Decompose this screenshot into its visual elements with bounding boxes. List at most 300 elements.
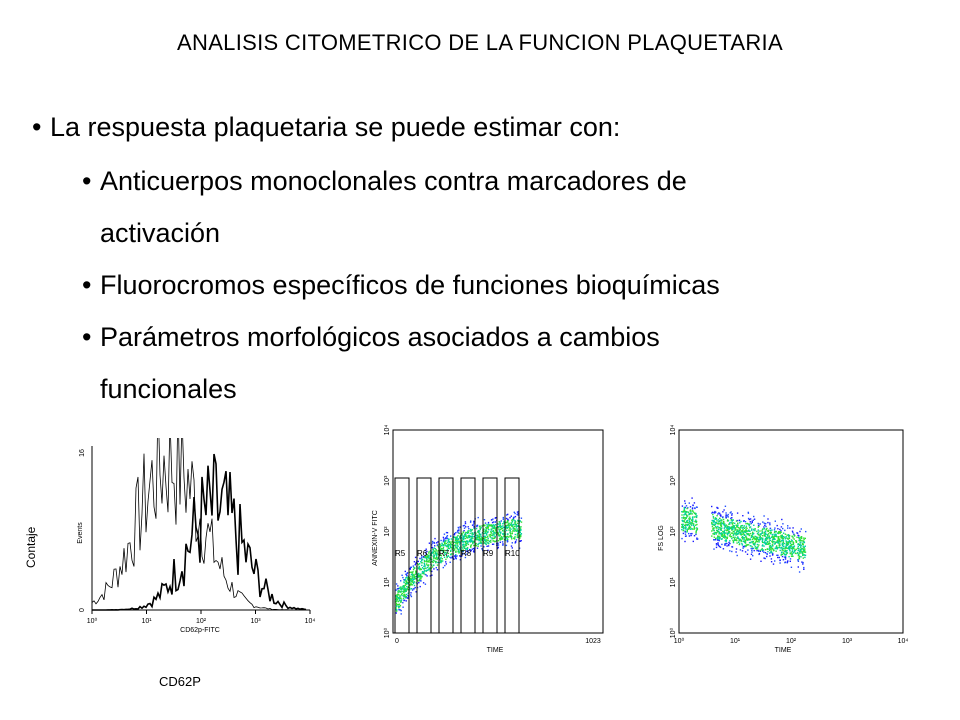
- annexin-point: [435, 561, 436, 562]
- fslog-point: [729, 527, 730, 528]
- fslog-point: [781, 519, 782, 520]
- fslog-point: [804, 557, 805, 558]
- fslog-point: [803, 540, 804, 541]
- annexin-point: [427, 567, 428, 568]
- annexin-point: [434, 545, 435, 546]
- annexin-point: [508, 524, 509, 525]
- fslog-point: [773, 534, 774, 535]
- annexin-point: [445, 537, 446, 538]
- fslog-point: [792, 537, 793, 538]
- fslog-point: [752, 546, 753, 547]
- fslog-point: [789, 527, 790, 528]
- fslog-point: [716, 522, 717, 523]
- fslog-point: [797, 559, 798, 560]
- annexin-point: [488, 545, 489, 546]
- annexin-point: [443, 540, 444, 541]
- fslog-point: [805, 546, 806, 547]
- fslog-point: [799, 531, 800, 532]
- annexin-point: [411, 567, 412, 568]
- fslog-point: [748, 518, 749, 519]
- fslog-point: [745, 523, 746, 524]
- fslog-point: [734, 527, 735, 528]
- annexin-point: [506, 527, 507, 528]
- annexin-point: [410, 576, 411, 577]
- fslog-point: [740, 533, 741, 534]
- fslog-point: [736, 537, 737, 538]
- fslog-point: [779, 560, 780, 561]
- annexin-point: [399, 596, 400, 597]
- annexin-point: [396, 607, 397, 608]
- annexin-point: [401, 589, 402, 590]
- annexin-point: [427, 565, 428, 566]
- annexin-point: [481, 525, 482, 526]
- fslog-point: [741, 525, 742, 526]
- fslog-point: [770, 540, 771, 541]
- fslog-point: [713, 524, 714, 525]
- annexin-point: [479, 528, 480, 529]
- fslog-point: [752, 534, 753, 535]
- fslog-point: [686, 508, 687, 509]
- annexin-point: [502, 543, 503, 544]
- fslog-point: [690, 509, 691, 510]
- annexin-point: [413, 579, 414, 580]
- fslog-point: [804, 542, 805, 543]
- sub-bullet-1: [82, 166, 687, 197]
- annexin-region-label: R6: [417, 549, 428, 558]
- annexin-point: [492, 522, 493, 523]
- annexin-point: [498, 534, 499, 535]
- histogram-ybottom: 0: [79, 608, 86, 612]
- fslog-point: [785, 534, 786, 535]
- fslog-point: [714, 537, 715, 538]
- fslog-point: [685, 517, 686, 518]
- annexin-point: [423, 566, 424, 567]
- annexin-point: [461, 533, 462, 534]
- fslog-point: [792, 532, 793, 533]
- fslog-point: [791, 544, 792, 545]
- fslog-point: [742, 538, 743, 539]
- fslog-point: [716, 544, 717, 545]
- annexin-point: [413, 582, 414, 583]
- annexin-point: [448, 544, 449, 545]
- fslog-point: [785, 538, 786, 539]
- annexin-point: [406, 583, 407, 584]
- annexin-point: [521, 540, 522, 541]
- fslog-point: [720, 522, 721, 523]
- fslog-point: [763, 533, 764, 534]
- annexin-point: [492, 531, 493, 532]
- annexin-point: [454, 545, 455, 546]
- histogram-xlabel: CD62p-FITC: [180, 627, 220, 634]
- fslog-point: [769, 537, 770, 538]
- histogram-tick-label: 10⁴: [304, 618, 316, 625]
- fslog-point: [754, 530, 755, 531]
- annexin-point: [433, 560, 434, 561]
- annexin-point: [411, 584, 412, 585]
- annexin-point: [437, 564, 438, 565]
- fslog-point: [750, 518, 751, 519]
- annexin-point: [508, 529, 509, 530]
- fslog-point: [787, 543, 788, 544]
- annexin-point: [444, 542, 445, 543]
- bullet-dot: •: [32, 112, 42, 142]
- annexin-point: [475, 535, 476, 536]
- fslog-point: [692, 505, 693, 506]
- fslog-point: [792, 551, 793, 552]
- fslog-point: [782, 556, 783, 557]
- fslog-point: [734, 533, 735, 534]
- fslog-point: [744, 525, 745, 526]
- annexin-ytick-label: 10⁴: [384, 424, 391, 436]
- fslog-point: [730, 528, 731, 529]
- annexin-point: [428, 567, 429, 568]
- annexin-point: [506, 536, 507, 537]
- annexin-point: [487, 526, 488, 527]
- fslog-point: [750, 521, 751, 522]
- fslog-point: [782, 535, 783, 536]
- main-bullet: [32, 112, 620, 143]
- fslog-point: [685, 511, 686, 512]
- fslog-point: [694, 507, 695, 508]
- fslog-point: [792, 531, 793, 532]
- fslog-point: [735, 551, 736, 552]
- annexin-point: [512, 530, 513, 531]
- fslog-point: [758, 531, 759, 532]
- annexin-point: [418, 568, 419, 569]
- annexin-point: [402, 593, 403, 594]
- fslog-point: [737, 536, 738, 537]
- annexin-region-label: R10: [505, 549, 520, 558]
- annexin-point: [500, 529, 501, 530]
- annexin-point: [422, 573, 423, 574]
- annexin-point: [436, 542, 437, 543]
- fslog-point: [733, 541, 734, 542]
- annexin-point: [441, 543, 442, 544]
- annexin-point: [428, 564, 429, 565]
- fslog-point: [765, 552, 766, 553]
- fslog-point: [802, 562, 803, 563]
- annexin-point: [481, 543, 482, 544]
- fslog-point: [800, 547, 801, 548]
- annexin-point: [506, 545, 507, 546]
- fslog-point: [717, 523, 718, 524]
- fslog-point: [719, 523, 720, 524]
- annexin-point: [517, 511, 518, 512]
- annexin-point: [401, 599, 402, 600]
- fslog-point: [748, 538, 749, 539]
- slide-title: ANALISIS CITOMETRICO DE LA FUNCION PLAQUETARIA: [177, 30, 783, 55]
- fslog-point: [684, 521, 685, 522]
- fslog-point: [769, 552, 770, 553]
- fslog-point: [715, 518, 716, 519]
- fslog-point: [743, 539, 744, 540]
- fslog-point: [731, 546, 732, 547]
- annexin-point: [436, 557, 437, 558]
- fslog-point: [690, 529, 691, 530]
- annexin-point: [432, 547, 433, 548]
- annexin-point: [457, 544, 458, 545]
- fslog-point: [750, 545, 751, 546]
- fslog-point: [787, 525, 788, 526]
- annexin-point: [405, 591, 406, 592]
- annexin-point: [422, 571, 423, 572]
- fslog-point: [755, 546, 756, 547]
- fslog-point: [767, 551, 768, 552]
- fslog-point: [694, 527, 695, 528]
- fslog-point: [726, 527, 727, 528]
- annexin-point: [488, 529, 489, 530]
- annexin-point: [465, 532, 466, 533]
- fslog-point: [725, 529, 726, 530]
- fslog-point: [762, 535, 763, 536]
- annexin-point: [510, 530, 511, 531]
- sub-bullet-3: [82, 322, 660, 353]
- fslog-point: [681, 526, 682, 527]
- fslog-point: [797, 552, 798, 553]
- fslog-point: [805, 531, 806, 532]
- fslog-point: [759, 537, 760, 538]
- annexin-point: [494, 538, 495, 539]
- fslog-point: [774, 560, 775, 561]
- annexin-point: [446, 563, 447, 564]
- fslog-point: [776, 531, 777, 532]
- fslog-point: [765, 549, 766, 550]
- fslog-point: [763, 557, 764, 558]
- fslog-point: [764, 523, 765, 524]
- fslog-point: [784, 556, 785, 557]
- fslog-point: [686, 531, 687, 532]
- annexin-point: [486, 537, 487, 538]
- fslog-point: [768, 530, 769, 531]
- fslog-point: [775, 551, 776, 552]
- annexin-point: [419, 576, 420, 577]
- main-bullet-text: La respuesta plaquetaria se puede estimar con:: [50, 112, 621, 142]
- annexin-point: [456, 547, 457, 548]
- fslog-point: [727, 520, 728, 521]
- annexin-point: [502, 528, 503, 529]
- annexin-point: [424, 567, 425, 568]
- fslog-point: [751, 523, 752, 524]
- annexin-point: [495, 524, 496, 525]
- annexin-ytick-label: 10²: [384, 526, 391, 537]
- annexin-point: [478, 530, 479, 531]
- annexin-point: [423, 572, 424, 573]
- fslog-point: [780, 547, 781, 548]
- fslog-point: [681, 511, 682, 512]
- fslog-point: [773, 563, 774, 564]
- fslog-point: [769, 548, 770, 549]
- annexin-point: [427, 561, 428, 562]
- fslog-point: [799, 553, 800, 554]
- annexin-point: [511, 545, 512, 546]
- fslog-point: [695, 513, 696, 514]
- bullet-dot: •: [82, 166, 92, 196]
- annexin-point: [420, 577, 421, 578]
- fslog-point: [746, 533, 747, 534]
- fslog-point: [763, 515, 764, 516]
- fslog-point: [732, 529, 733, 530]
- fslog-point: [791, 567, 792, 568]
- annexin-point: [421, 576, 422, 577]
- annexin-point: [412, 574, 413, 575]
- annexin-point: [407, 578, 408, 579]
- annexin-point: [405, 581, 406, 582]
- fslog-point: [758, 525, 759, 526]
- annexin-point: [480, 538, 481, 539]
- annexin-point: [463, 532, 464, 533]
- fslog-point: [688, 533, 689, 534]
- fslog-point: [763, 545, 764, 546]
- fslog-point: [773, 538, 774, 539]
- annexin-point: [466, 543, 467, 544]
- fslog-point: [803, 537, 804, 538]
- annexin-point: [514, 528, 515, 529]
- fslog-point: [778, 542, 779, 543]
- fslog-point: [685, 527, 686, 528]
- fslog-point: [783, 559, 784, 560]
- annexin-point: [451, 547, 452, 548]
- annexin-point: [426, 559, 427, 560]
- fslog-point: [718, 529, 719, 530]
- annexin-point: [420, 586, 421, 587]
- fslog-point: [789, 550, 790, 551]
- annexin-point: [473, 521, 474, 522]
- annexin-point: [396, 598, 397, 599]
- fslog-point: [688, 514, 689, 515]
- annexin-point: [498, 523, 499, 524]
- fslog-point: [757, 547, 758, 548]
- fslog-point: [689, 502, 690, 503]
- fslog-point: [749, 535, 750, 536]
- annexin-point: [418, 582, 419, 583]
- fslog-point: [713, 527, 714, 528]
- annexin-point: [413, 569, 414, 570]
- fslog-point: [733, 537, 734, 538]
- annexin-point: [446, 546, 447, 547]
- fslog-point: [769, 522, 770, 523]
- annexin-point: [488, 543, 489, 544]
- annexin-xlabel: TIME: [486, 647, 504, 654]
- annexin-point: [413, 565, 414, 566]
- fslog-point: [724, 545, 725, 546]
- fslog-point: [757, 546, 758, 547]
- annexin-point: [479, 526, 480, 527]
- fslog-point: [737, 512, 738, 513]
- annexin-point: [498, 532, 499, 533]
- fslog-point: [784, 554, 785, 555]
- fslog-point: [790, 561, 791, 562]
- annexin-point: [403, 579, 404, 580]
- fslog-point: [762, 538, 763, 539]
- fslog-point: [696, 524, 697, 525]
- fslog-point: [734, 537, 735, 538]
- fslog-point: [798, 566, 799, 567]
- fslog-point: [758, 540, 759, 541]
- fslog-point: [748, 530, 749, 531]
- annexin-point: [455, 540, 456, 541]
- fslog-point: [774, 536, 775, 537]
- annexin-point: [426, 561, 427, 562]
- annexin-point: [480, 536, 481, 537]
- annexin-point: [454, 534, 455, 535]
- fslog-point: [753, 525, 754, 526]
- annexin-point: [511, 538, 512, 539]
- fslog-point: [715, 538, 716, 539]
- fslog-point: [786, 553, 787, 554]
- fslog-point: [793, 547, 794, 548]
- annexin-point: [446, 543, 447, 544]
- fslog-point: [778, 539, 779, 540]
- fslog-point: [771, 558, 772, 559]
- fslog-point: [736, 526, 737, 527]
- annexin-point: [489, 534, 490, 535]
- annexin-point: [467, 530, 468, 531]
- annexin-point: [459, 542, 460, 543]
- annexin-point: [436, 549, 437, 550]
- annexin-point: [429, 560, 430, 561]
- fslog-point: [774, 527, 775, 528]
- fslog-point: [718, 512, 719, 513]
- fslog-point: [768, 543, 769, 544]
- fslog-point: [788, 538, 789, 539]
- fslog-point: [775, 548, 776, 549]
- annexin-point: [510, 535, 511, 536]
- annexin-point: [441, 545, 442, 546]
- annexin-point: [436, 554, 437, 555]
- fslog-point: [725, 536, 726, 537]
- annexin-point: [419, 569, 420, 570]
- annexin-point: [516, 539, 517, 540]
- fslog-point: [733, 535, 734, 536]
- fslog-point: [784, 562, 785, 563]
- annexin-point: [406, 596, 407, 597]
- fslog-point: [760, 550, 761, 551]
- annexin-point: [472, 529, 473, 530]
- fslog-point: [730, 534, 731, 535]
- fslog-point: [800, 556, 801, 557]
- fslog-point: [727, 528, 728, 529]
- fslog-point: [759, 523, 760, 524]
- fslog-point: [722, 523, 723, 524]
- annexin-point: [467, 537, 468, 538]
- fslog-point: [805, 538, 806, 539]
- annexin-point: [458, 552, 459, 553]
- sub-bullet-1-continuation: activación: [100, 218, 221, 248]
- fslog-point: [681, 517, 682, 518]
- fslog-point: [799, 556, 800, 557]
- annexin-point: [492, 526, 493, 527]
- annexin-point: [520, 532, 521, 533]
- annexin-point: [450, 557, 451, 558]
- annexin-point: [463, 537, 464, 538]
- fslog-point: [765, 533, 766, 534]
- annexin-plot-frame: [393, 430, 603, 633]
- fslog-point: [763, 526, 764, 527]
- fslog-point: [771, 529, 772, 530]
- annexin-point: [507, 533, 508, 534]
- fslog-point: [735, 527, 736, 528]
- fslog-point: [753, 516, 754, 517]
- fslog-point: [739, 522, 740, 523]
- annexin-point: [473, 545, 474, 546]
- fslog-point: [695, 534, 696, 535]
- fslog-point: [790, 543, 791, 544]
- fslog-point: [777, 555, 778, 556]
- annexin-point: [436, 553, 437, 554]
- annexin-point: [468, 535, 469, 536]
- annexin-point: [396, 609, 397, 610]
- fslog-point: [788, 534, 789, 535]
